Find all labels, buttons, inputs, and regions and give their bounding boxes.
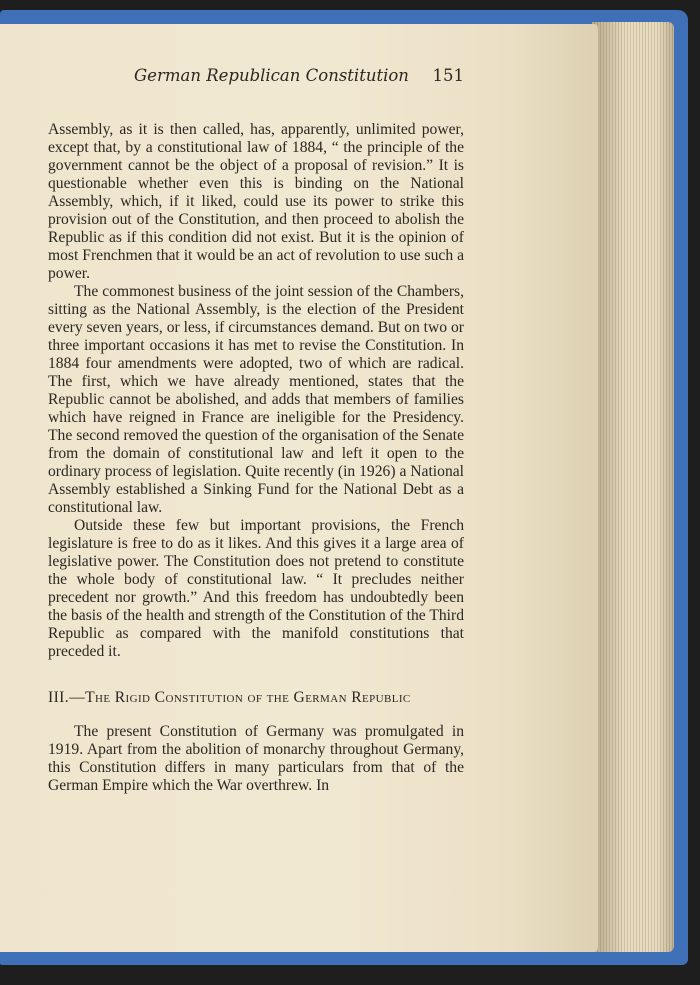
section-paragraph: The present Constitution of Germany was promulgated in 1919. Apart from the abolition of monarchy throughout Germany, this Constitution differs in many particulars from that of the German Empire which the War overthrew. In bbox=[48, 723, 464, 794]
page-edges-shadow bbox=[592, 22, 674, 952]
section-heading: III.—The Rigid Constitution of the German Republic bbox=[48, 689, 411, 706]
running-title: German Republican Constitution bbox=[134, 66, 409, 85]
page-header bbox=[48, 66, 464, 96]
paragraph-2: The commonest business of the joint session of the Chambers, sitting as the National Assembly, is the election of the President every seven years, or less, if circumstances demand. But on two or three important occasions it has met to revise the Constitution. In 1884 four amendments were adopted, two of which are radical. The first, which we have already mentioned, states that the Republic cannot be abolished, and adds that members of families which have reigned in France are ineligible for the Presidency. The second removed the question of the organisation of the Senate from the domain of constitutional law and left it open to the ordinary process of legislation. Quite recently (in 1926) a National Assembly established a Sinking Fund for the National Debt as a constitutional law. bbox=[48, 283, 464, 516]
paragraph-3: Outside these few but important provisions, the French legislature is free to do as it likes. And this gives it a large area of legislative power. The Constitution does not pretend to constitute the whole body of constitutional law. “ It precludes neither precedent nor growth.” And this freedom has undoubtedly been the basis of the health and strength of the Constitution of the Third Republic as compared with the manifold constitutions that preceded it. bbox=[48, 517, 464, 660]
body-text bbox=[48, 121, 464, 795]
page-number: 151 bbox=[432, 66, 464, 85]
paragraph-1: Assembly, as it is then called, has, apparently, unlimited power, except that, by a constitutional law of 1884, “ the principle of the government cannot be the object of a proposal of revision.” It is questionable whether even this is binding on the National Assembly, which, if it liked, could use its power to strike this provision out of the Constitution, and then proceed to abolish the Republic as if this condition did not exist. But it is the opinion of most Frenchmen that it would be an act of revolution to use such a power. bbox=[48, 121, 464, 282]
